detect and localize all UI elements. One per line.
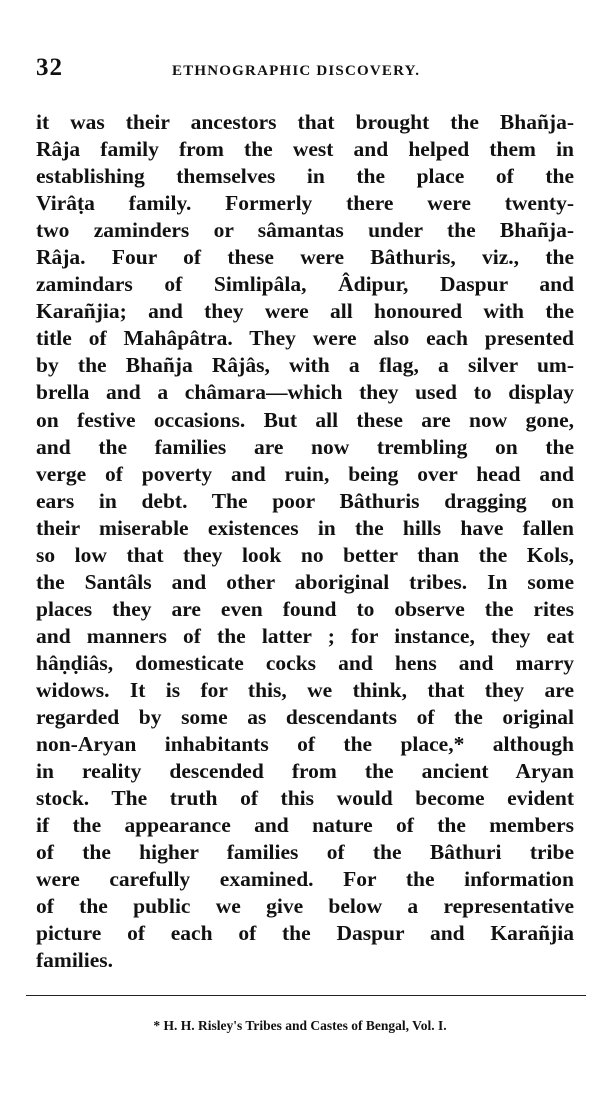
text-line: it was their ancestors that brought the Bhañja- <box>36 110 574 134</box>
text-line: and manners of the latter ; for instance, they eat <box>36 623 574 648</box>
text-line: places they are even found to observe the rites <box>36 596 574 621</box>
text-line: zamindars of Simlipâla, Âdipur, Daspur and <box>36 272 574 297</box>
text-line: families. <box>36 948 114 973</box>
text-line: verge of poverty and ruin, being over head and <box>36 461 574 486</box>
footnote-divider <box>26 995 586 996</box>
text-line: stock. The truth of this would become evident <box>36 786 574 811</box>
text-line: two zaminders or sâmantas under the Bhañja- <box>36 218 574 243</box>
text-line: picture of each of the Daspur and Karañjia <box>36 921 574 946</box>
text-line: by the Bhañja Râjâs, with a flag, a silver um- <box>36 353 574 378</box>
text-line: so low that they look no better than the Kols, <box>36 542 574 567</box>
page-header <box>36 54 576 88</box>
text-line: if the appearance and nature of the members <box>36 813 574 838</box>
text-line: Râja. Four of these were Bâthuris, viz., the <box>36 245 574 270</box>
text-line: Karañjia; and they were all honoured with the <box>36 299 574 324</box>
text-line: non-Aryan inhabitants of the place,* although <box>36 732 574 757</box>
text-line: their miserable existences in the hills have fallen <box>36 515 574 540</box>
text-line: of the higher families of the Bâthuri tribe <box>36 840 574 865</box>
text-line: Râja family from the west and helped them in <box>36 137 574 162</box>
footnote: * H. H. Risley's Tribes and Castes of Bengal, Vol. I. <box>153 1018 447 1033</box>
text-line: the Santâls and other aboriginal tribes. In some <box>36 569 574 594</box>
text-line: were carefully examined. For the information <box>36 867 574 892</box>
text-line: establishing themselves in the place of the <box>36 164 574 189</box>
page-number: 32 <box>36 54 63 81</box>
running-head: ETHNOGRAPHIC DISCOVERY. <box>172 63 421 79</box>
text-line: regarded by some as descendants of the original <box>36 705 574 730</box>
text-line: title of Mahâpâtra. They were also each presented <box>36 326 574 351</box>
text-line: on festive occasions. But all these are now gone, <box>36 407 574 432</box>
text-line: widows. It is for this, we think, that they are <box>36 677 574 702</box>
text-line: brella and a châmara—which they used to display <box>36 380 574 405</box>
text-line: hâṇḍiâs, domesticate cocks and hens and marry <box>36 650 574 675</box>
text-line: Virâṭa family. Formerly there were twenty- <box>36 191 574 216</box>
text-line: ears in debt. The poor Bâthuris dragging on <box>36 488 574 513</box>
text-line: in reality descended from the ancient Aryan <box>36 759 574 784</box>
text-line: and the families are now trembling on the <box>36 434 574 459</box>
text-line: of the public we give below a representative <box>36 894 574 919</box>
body-text <box>36 109 574 975</box>
